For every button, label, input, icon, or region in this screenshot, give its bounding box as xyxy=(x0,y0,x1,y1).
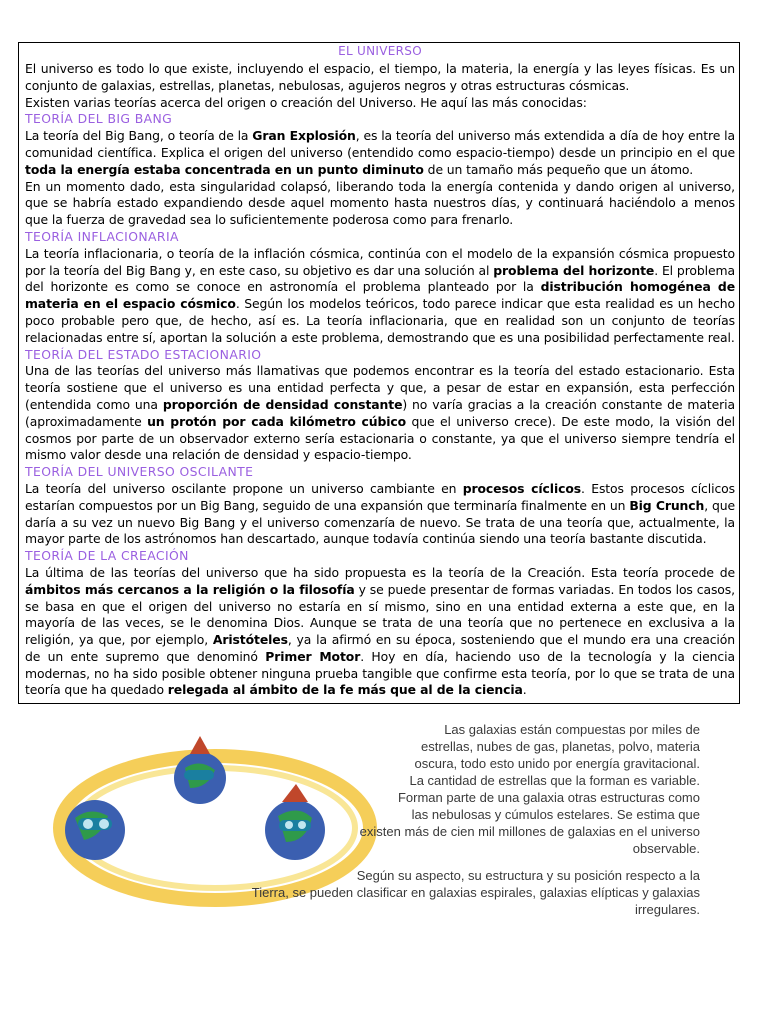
text-run: , ya la afirmó en su época, sosteniendo que el mundo era una creación de un ente supremo que denominó xyxy=(25,632,736,664)
intro-paragraph-2: Existen varias teorías acerca del origen o creación del Universo. He aquí las más conocidas: xyxy=(25,94,587,110)
bold-term: Gran Explosión xyxy=(252,128,356,144)
bold-term: Big Crunch xyxy=(629,497,705,513)
figure-text-line: Las galaxias están compuestas por miles de xyxy=(444,722,700,737)
lines-block2 xyxy=(50,867,700,918)
text-run: que el universo crece). De este modo, la visión del cosmos por parte de un observador externo sería estacionaria o constante, ya que el universo siempre tendría el mismo valor desde una relación de densidad y espacio-tiempo. xyxy=(25,413,735,463)
text-run: , que daría a su vez un nuevo Big Bang y el universo comenzaría de nuevo. Se trata de una teoría que, actualmente, la mayor parte de los astrónomos han descartado, aunque todavía continúa siendo una teoría bastante discutida. xyxy=(25,497,736,547)
lines-block1 xyxy=(50,721,700,857)
text-run: La última de las teorías del universo que ha sido propuesta es la teoría de la Creación. Esta teoría procede de xyxy=(25,564,735,580)
section-paragraph xyxy=(25,481,735,548)
bold-term: procesos cíclicos xyxy=(462,480,582,496)
galaxies-figure xyxy=(50,718,700,923)
section-paragraph xyxy=(25,128,735,178)
text-run: ) no varía gracias a la creación constante de materia (aproximadamente xyxy=(25,396,735,429)
intro-paragraph-1: El universo es todo lo que existe, incluyendo el espacio, el tiempo, la materia, la energía y las leyes físicas. Es un conjunto de galaxias, estrellas, planetas, nebulosas, agujeros negros y otras estructuras cósmicas. xyxy=(25,61,735,93)
bold-term: un protón por cada kilómetro cúbico xyxy=(147,413,407,429)
page-title: EL UNIVERSO xyxy=(338,44,422,58)
figure-text-line: La cantidad de estrellas que la forman es variable. xyxy=(409,773,700,788)
text-run: . Según los modelos teóricos, todo parece indicar que esta realidad es un hecho poco probable pero que, de hecho, así es. La teoría inflacionaria, que en realidad son un conjunto de teorías relacionadas entre sí, aportan la solución a este problema, demostrando que es una posibilidad perfectamente real. xyxy=(25,296,736,345)
galaxies-description xyxy=(50,721,700,918)
bold-term: distribución homogénea de materia en el espacio cósmico xyxy=(25,279,735,312)
figure-text-line: Forman parte de una galaxia otras estructuras como xyxy=(397,790,700,805)
text-run: La teoría inflacionaria, o teoría de la inflación cósmica, continúa con el modelo de la expansión cósmica propuesto por la teoría del Big Bang y, en este caso, su objetivo es dar una solución al xyxy=(25,245,735,278)
figure-text-line: irregulares. xyxy=(634,902,700,917)
section-paragraph xyxy=(25,246,735,347)
section-heading: TEORÍA DEL ESTADO ESTACIONARIO xyxy=(25,346,262,362)
bold-term: ámbitos más cercanos a la religión o la filosofía xyxy=(25,581,355,597)
bold-term: proporción de densidad constante xyxy=(162,396,403,412)
section-heading: TEORÍA DEL BIG BANG xyxy=(25,111,173,127)
section-heading: TEORÍA DEL UNIVERSO OSCILANTE xyxy=(25,464,254,480)
text-run: La teoría del Big Bang, o teoría de la xyxy=(25,128,253,144)
section-paragraph xyxy=(25,179,735,229)
section-paragraph xyxy=(25,363,735,464)
text-run: . xyxy=(522,682,527,698)
figure-text-line: observable. xyxy=(632,841,700,856)
bold-term: problema del horizonte xyxy=(493,262,655,278)
bold-term: Aristóteles xyxy=(212,632,288,648)
figure-text-line: las nebulosas y cúmulos estelares. Se estima que xyxy=(411,807,700,822)
theory-sections xyxy=(25,111,735,699)
document-box xyxy=(18,42,740,704)
section-heading: TEORÍA DE LA CREACIÓN xyxy=(25,548,189,564)
figure-text-line: Según su aspecto, su estructura y su posición respecto a la xyxy=(356,868,700,883)
text-run: . Estos procesos cíclicos estarían compuestos por un Big Bang, seguido de una expansión que terminaría finalmente en un xyxy=(25,480,735,513)
section-paragraph xyxy=(25,565,735,699)
text-run: . El problema del horizonte es como se conoce en astronomía el problema planteado por la xyxy=(25,262,735,295)
figure-text-line: oscura, todo esto unido por energía gravitacional. xyxy=(414,756,700,771)
text-run: y se puede presentar de formas variadas. En todos los casos, se basa en que el origen del universo no estaría en sí mismo, sino en una entidad externa a este que, en la mayoría de las veces, se le denomina Dios. Aunque se trata de una teoría que no pertenece en exclusiva a la religión, ya que, por ejemplo, xyxy=(25,581,735,648)
text-run: La teoría del universo oscilante propone un universo cambiante en xyxy=(25,480,463,496)
text-run: En un momento dado, esta singularidad colapsó, liberando toda la energía contenida y dando origen al universo, que se habría estado expandiendo desde aquel momento hasta nuestros días, y continuará haciéndolo a menos que la fuerza de gravedad sea lo suficientemente poderosa como para frenarlo. xyxy=(25,178,735,228)
bold-term: Primer Motor xyxy=(265,648,361,664)
text-run: Una de las teorías del universo más llamativas que podemos encontrar es la teoría del estado estacionario. Esta teoría sostiene que el universo es una entidad perfecta y que, a pesar de estar en expansión, esta perfección (entendida como una xyxy=(25,363,735,412)
figure-text-line: estrellas, nubes de gas, planetas, polvo, materia xyxy=(421,739,700,754)
figure-text-line: existen más de cien mil millones de galaxias en el universo xyxy=(359,824,700,839)
text-run: de un tamaño más pequeño que un átomo. xyxy=(423,161,694,177)
text-run: , es la teoría del universo más extendida a día de hoy entre la comunidad científica. Explica el origen del universo (entendido como espacio-tiempo) desde un principio en el que xyxy=(25,128,735,160)
figure-text-line: Tierra, se pueden clasificar en galaxias espirales, galaxias elípticas y galaxias xyxy=(251,885,700,900)
text-run: . Hoy en día, haciendo uso de la tecnología y la ciencia modernas, no ha sido posible obtener ninguna prueba tangible que confirme esta teoría, por lo que se trata de una teoría que ha quedado xyxy=(25,648,735,698)
bold-term: relegada al ámbito de la fe más que al de la ciencia xyxy=(167,682,523,698)
bold-term: toda la energía estaba concentrada en un punto diminuto xyxy=(25,161,424,177)
section-heading: TEORÍA INFLACIONARIA xyxy=(25,228,179,244)
